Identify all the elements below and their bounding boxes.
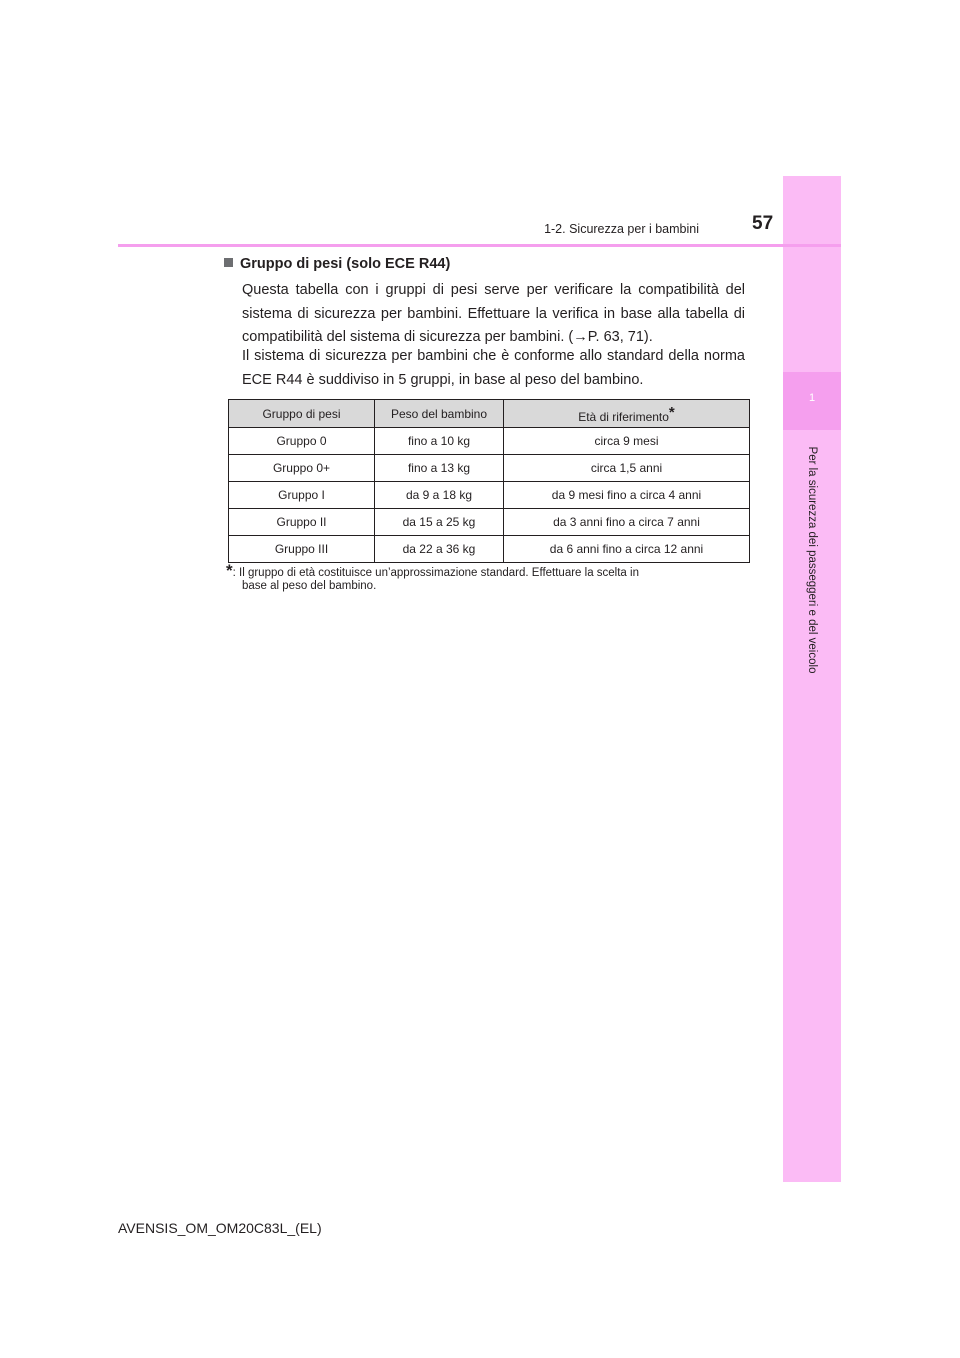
- section-title: 1-2. Sicurezza per i bambini: [544, 222, 699, 236]
- chapter-title: Per la sicurezza dei passeggeri e del veicolo: [806, 446, 818, 674]
- paragraph-groups: Il sistema di sicurezza per bambini che è conforme allo standard della norma ECE R44 è suddiviso in 5 gruppi, in base al peso del bambino.: [242, 348, 745, 388]
- chapter-number: 1: [808, 392, 816, 404]
- table-row: Gruppo 0+ fino a 13 kg circa 1,5 anni: [229, 455, 750, 482]
- table-row: Gruppo I da 9 a 18 kg da 9 mesi fino a circa 4 anni: [229, 482, 750, 509]
- section-heading: [224, 256, 450, 272]
- header-child-weight: Peso del bambino: [375, 400, 504, 428]
- table-header-row: [229, 400, 750, 428]
- table-row: Gruppo III da 22 a 36 kg da 6 anni fino a circa 12 anni: [229, 536, 750, 563]
- footnote: [226, 563, 746, 594]
- square-bullet-icon: [224, 258, 233, 267]
- table-row: Gruppo II da 15 a 25 kg da 3 anni fino a circa 7 anni: [229, 509, 750, 536]
- table-row: Gruppo 0 fino a 10 kg circa 9 mesi: [229, 428, 750, 455]
- page-number: 57: [752, 213, 774, 234]
- paragraph-compatibility: Questa tabella con i gruppi di pesi serve per verificare la compatibilità del sistema di sicurezza per bambini. Effettuare la verifica in base alla tabella di compatibilità del sistema di sicurezza per bambini. (→P. 63, 71).: [242, 282, 745, 345]
- footnote-line2: base al peso del bambino.: [242, 580, 377, 592]
- document-code: AVENSIS_OM_OM20C83L_(EL): [118, 1220, 322, 1236]
- header-reference-age: Età di riferimento*: [504, 400, 750, 428]
- header-divider: [118, 244, 841, 247]
- weight-group-table: [228, 399, 750, 563]
- heading-text: Gruppo di pesi (solo ECE R44): [240, 256, 451, 272]
- asterisk-mark: *: [668, 403, 675, 421]
- chapter-sidebar: [783, 176, 841, 1182]
- footnote-line1: : Il gruppo di età costituisce un’approssimazione standard. Effettuare la scelta in: [232, 567, 639, 579]
- footnote-asterisk: *: [226, 561, 233, 580]
- header-weight-group: Gruppo di pesi: [229, 400, 375, 428]
